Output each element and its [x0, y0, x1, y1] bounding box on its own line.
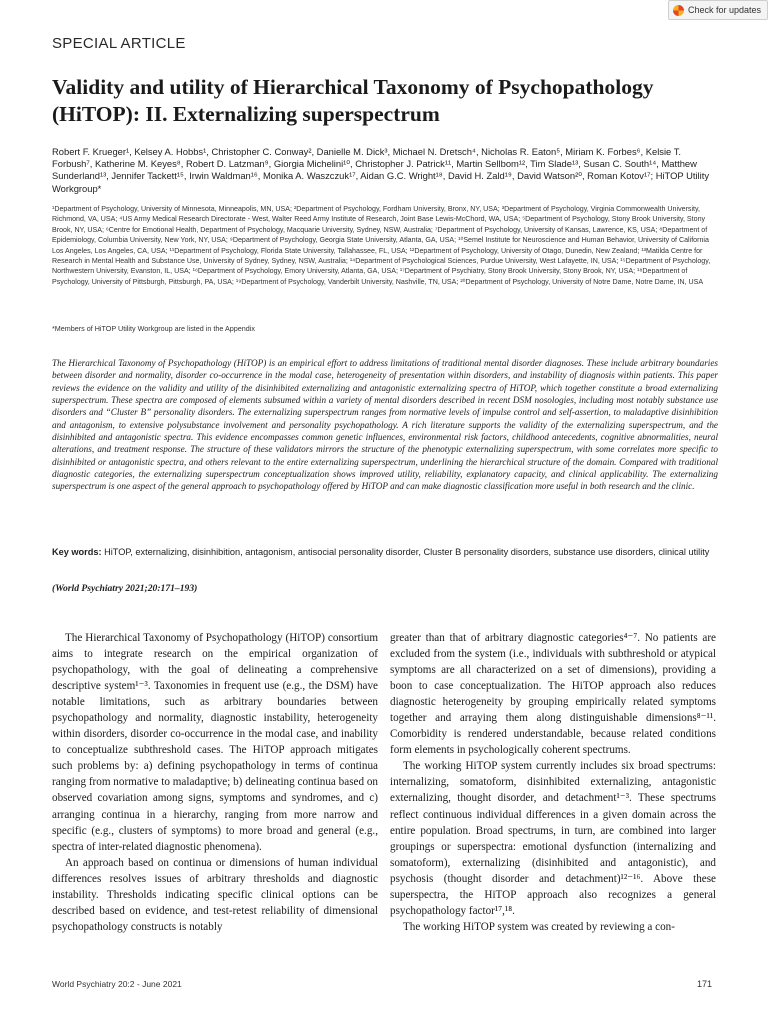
- section-label: SPECIAL ARTICLE: [52, 35, 186, 52]
- page-number: 171: [696, 979, 712, 989]
- body-column-left: [52, 630, 378, 935]
- crossmark-icon: [673, 5, 684, 16]
- article-title: Validity and utility of Hierarchical Taxonomy of Psychopathology (HiTOP): II. Externalizing superspectrum: [52, 75, 654, 126]
- check-for-updates-label: Check for updates: [688, 5, 762, 15]
- body-paragraph: greater than that of arbitrary diagnostic categories⁴⁻⁷. No patients are excluded from the system (i.e., individuals with subthreshold or atypical symptoms are all characterized on a set of dimensions), providing a boon to case conceptualization. The HiTOP approach also reduces diagnostic heterogeneity by grouping empirically related symptoms together and arraying them along distinguishable dimensions⁸⁻¹¹. Comorbidity is rendered understandable, because related conditions form elements in psychologically coherent spectrums.: [390, 632, 716, 757]
- keywords-label: Key words:: [52, 547, 102, 557]
- body-paragraph: An approach based on continua or dimensions of human individual differences resolves issues of arbitrary thresholds and diagnostic instability. Thresholds indicating specific clinical options can be described based on evidence, and test-retest reliability of dimensional psychopathology constructs is notably: [52, 856, 378, 933]
- keywords: [52, 546, 720, 558]
- keywords-text: HiTOP, externalizing, disinhibition, antagonism, antisocial personality disorder, Cluster B personality disorders, substance use disorders, clinical utility: [104, 547, 710, 557]
- body-paragraph: The Hierarchical Taxonomy of Psychopathology (HiTOP) consortium aims to integrate research on the empirical organization of psychopathology, with the goal of delineating a comprehensive descriptive system¹⁻³. Taxonomies in frequent use (e.g., the DSM) have notable limitations, such as arbitrary boundaries between psychopathology and normality, diagnostic instability, heterogeneity within disorders, disorder co-occurrence in the modal case, and inability to conceptualize subthreshold cases. The HiTOP approach mitigates such problems by: a) defining psychopathology in terms of continua ranging from normative to maladaptive; b) delineating continua based on observed covariation among signs, symptoms and syndromes, and c) arranging continua in a hierarchy, ranging from more narrow and specific (e.g., clusters of symptoms) to more broad and general (e.g., spectra of inter-related diagnostic phenomena).: [52, 632, 378, 853]
- abstract: The Hierarchical Taxonomy of Psychopathology (HiTOP) is an empirical effort to address limitations of traditional mental disorder diagnoses. These include arbitrary boundaries between disorder and normality, disorder co-occurrence in the modal case, heterogeneity of presentation within disorders, and instability of diagnosis within patients. This paper reviews the evidence on the validity and utility of the disinhibited externalizing and antagonistic externalizing spectra of HiTOP, which together constitute a broad externalizing superspectrum. These spectra are composed of elements subsumed within a variety of mental disorders described in recent DSM nosologies, including most notably substance use disorders and “Cluster B” personality disorders. The externalizing superspectrum ranges from normative levels of impulse control and self-assertion, to maladaptive disinhibition and antagonism, to extensive polysubstance involvement and personality psychopathology. A rich literature supports the validity of the externalizing superspectrum, and the disinhibited and antagonistic spectra. This evidence encompasses common genetic influences, environmental risk factors, childhood antecedents, cognitive abnormalities, neural alterations, and treatment response. The structure of these validators mirrors the structure of the phenotypic externalizing superspectrum, with some correlates more specific to disinhibited or antagonistic spectra, and others relevant to the entire externalizing superspectrum, underlining the hierarchical structure of the domain. Compared with traditional diagnostic categories, the externalizing superspectrum conceptualization shows improved utility, reliability, explanatory capacity, and clinical applicability. The externalizing superspectrum is one aspect of the general approach to psychopathology offered by HiTOP and can make diagnostic classification more useful in both research and the clinic.: [52, 358, 718, 492]
- body-column-right: [390, 630, 716, 935]
- affiliations: ¹Department of Psychology, University of Minnesota, Minneapolis, MN, USA; ²Department of Psychology, Fordham University, Bronx, NY, USA; ³Department of Psychology, Virginia Commonwealth University, Richmond, VA, USA; ⁴US Army Medical Research Directorate - West, Walter Reed Army Institute of Research, Joint Base Lewis-McChord, WA, USA; ⁵Department of Psychology, Stony Brook University, Stony Brook, NY, USA; ⁶Centre for Emotional Health, Department of Psychology, Macquarie University, Sydney, NSW, Australia; ⁷Department of Psychology, University of Kansas, Lawrence, KS, USA; ⁸Department of Epidemiology, Columbia University, New York, NY, USA; ⁹Department of Psychology, Georgia State University, Atlanta, GA, USA; ¹⁰Semel Institute for Neuroscience and Human Behavior, University of California Los Angeles, Los Angeles, CA, USA; ¹¹Department of Psychology, Florida State University, Tallahassee, FL, USA; ¹²Department of Psychology, University of Otago, Dunedin, New Zealand; ¹³Matilda Centre for Research in Mental Health and Substance Use, University of Sydney, Sydney, NSW, Australia; ¹⁴Department of Psychological Sciences, Purdue University, West Lafayette, IN, USA; ¹⁵Department of Psychology, Northwestern University, Evanston, IL, USA; ¹⁶Department of Psychology, Emory University, Atlanta, GA, USA; ¹⁷Department of Psychiatry, Stony Brook University, Stony Brook, NY, USA; ¹⁸Department of Psychology, University of Pittsburgh, Pittsburgh, PA, USA; ¹⁹Department of Psychology, Vanderbilt University, Nashville, TN, USA; ²⁰Department of Psychology, University of Notre Dame, Notre Dame, IN, USA: [52, 205, 711, 286]
- citation: (World Psychiatry 2021;20:171–193): [52, 583, 198, 594]
- check-for-updates-badge[interactable]: [668, 0, 768, 20]
- body-paragraph: The working HiTOP system currently includes six broad spectrums: internalizing, somatoform, disinhibited externalizing, antagonistic externalizing, thought disorder, and detachment¹⁻³. These spectrums reflect continuous individual differences in a given domain across the entire population. Broad spectrums, in turn, are combined into larger groupings or superspectra: emotional dysfunction (internalizing and somatoform), externalizing (disinhibited and antagonistic), and psychosis (thought disorder and detachment)¹²⁻¹⁶. Above these superspectra, the HiTOP approach also recognizes a general psychopathology factor¹⁷,¹⁸.: [390, 760, 716, 917]
- author-list: Robert F. Krueger¹, Kelsey A. Hobbs¹, Christopher C. Conway², Danielle M. Dick³, Michael N. Dretsch⁴, Nicholas R. Eaton⁵, Miriam K. Forbes⁶, Kelsie T. Forbush⁷, Katherine M. Keyes⁸, Robert D. Latzman⁹, Giorgia Michelini¹⁰, Christopher J. Patrick¹¹, Martin Sellbom¹², Tim Slade¹³, Susan C. South¹⁴, Matthew Sunderland¹³, Jennifer Tackett¹⁵, Irwin Waldman¹⁶, Monika A. Waszczuk¹⁷, Aidan G.C. Wright¹⁸, David H. Zald¹⁹, David Watson²⁰, Roman Kotov¹⁷; HiTOP Utility Workgroup*: [52, 146, 710, 194]
- journal-footer: World Psychiatry 20:2 - June 2021: [52, 979, 182, 989]
- body-paragraph: The working HiTOP system was created by reviewing a con-: [403, 920, 675, 933]
- workgroup-note: *Members of HiTOP Utility Workgroup are listed in the Appendix: [52, 324, 255, 333]
